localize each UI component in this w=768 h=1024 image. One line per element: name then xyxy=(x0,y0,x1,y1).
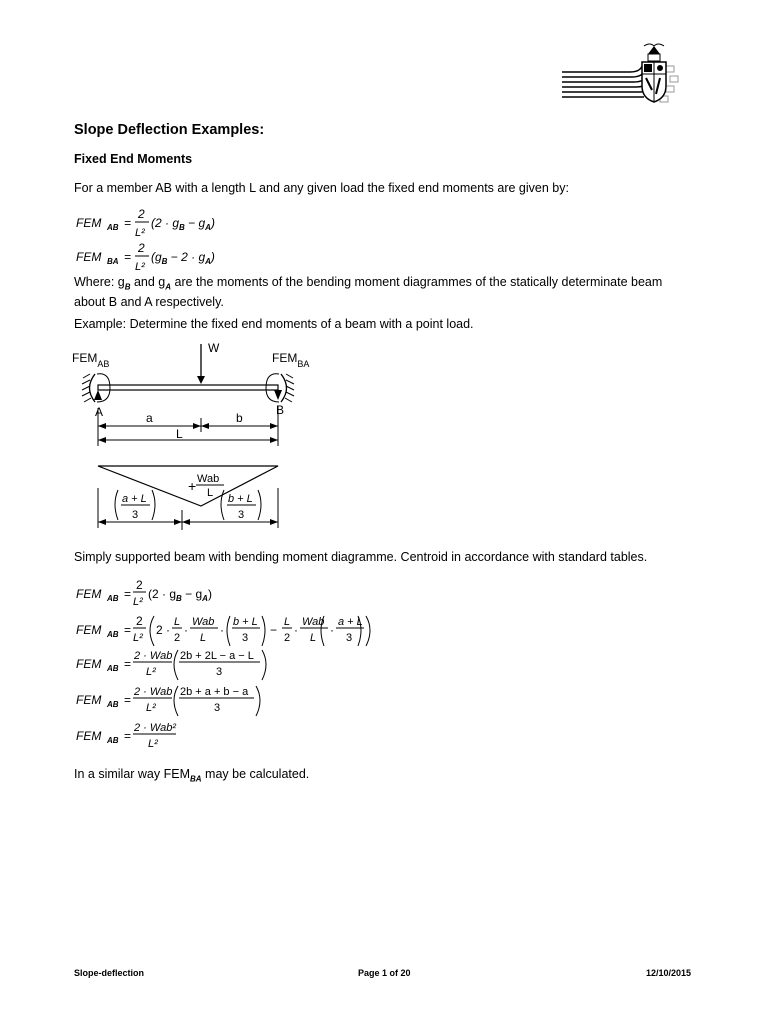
svg-text:2: 2 xyxy=(136,614,143,628)
svg-text:L: L xyxy=(207,487,214,499)
svg-text:2b + a + b − a: 2b + a + b − a xyxy=(180,686,249,698)
svg-text:AB: AB xyxy=(107,223,119,232)
svg-text:AB: AB xyxy=(107,664,119,673)
svg-text:3: 3 xyxy=(216,666,223,678)
closing-paragraph: In a similar way $FEM_{BA}$ may be calculated. xyxy=(74,767,310,784)
svg-text:=: = xyxy=(124,693,132,707)
svg-text:=: = xyxy=(124,657,132,671)
svg-text:·: · xyxy=(294,623,298,637)
svg-text:(2 · gB − gA): $(2 \cdot g_B - g_A)$ xyxy=(148,587,212,603)
svg-text:3: 3 xyxy=(214,702,221,714)
svg-text:FEM: FEM xyxy=(76,587,102,601)
svg-text:=: = xyxy=(124,729,132,743)
svg-text:FEM: FEM xyxy=(76,657,102,671)
svg-text:Wab: Wab xyxy=(192,616,215,628)
svg-text:·: · xyxy=(220,623,224,637)
svg-text:AB: AB xyxy=(107,630,119,639)
svg-text:2 · Wab: 2 · Wab xyxy=(134,686,173,698)
svg-text:2: 2 xyxy=(138,241,145,255)
derivation-step-2 xyxy=(76,614,370,646)
example-paragraph: Example: Determine the fixed end moments of a beam with a point load. xyxy=(74,317,474,331)
svg-text:2: 2 xyxy=(284,632,291,644)
svg-text:FEM: FEM xyxy=(76,729,102,743)
svg-text:3: 3 xyxy=(242,632,249,644)
svg-text:3: 3 xyxy=(132,509,139,521)
svg-text:L: L xyxy=(174,616,181,628)
svg-text:−: − xyxy=(270,623,278,637)
svg-text:AB: AB xyxy=(107,594,119,603)
intro-paragraph: For a member AB with a length L and any given load the fixed end moments are given by: xyxy=(74,181,569,195)
svg-text:BA: BA xyxy=(107,257,119,266)
svg-text:a + L: a + L xyxy=(122,493,147,505)
svg-text:FEM: FEM xyxy=(76,623,102,637)
svg-text:Wab: Wab xyxy=(302,616,325,628)
svg-text:=: = xyxy=(124,587,132,601)
derivation-step-3 xyxy=(76,650,266,680)
svg-text:L²: L² xyxy=(133,632,143,644)
equation-fem-ab xyxy=(76,206,256,243)
svg-text:=: = xyxy=(124,250,132,264)
svg-text:=: = xyxy=(124,216,132,230)
svg-text:L: L xyxy=(284,616,291,628)
svg-text:FEM: FEM xyxy=(76,693,102,707)
derivation-step-5 xyxy=(76,722,176,750)
footer-left: Slope-deflection xyxy=(74,968,145,978)
svg-text:·: · xyxy=(184,623,188,637)
svg-text:Wab: Wab xyxy=(197,473,220,485)
where-paragraph: Where: $g_B$ and $g_A$ are the moments of the bending moment diagrammes of the statically determinate beam about B and A respectively. xyxy=(74,275,663,309)
svg-text:·: · xyxy=(330,623,334,637)
derivation-step-1 xyxy=(76,578,212,608)
svg-text:FEM: FEM xyxy=(76,250,102,264)
derivation-equations xyxy=(74,578,394,758)
page-title: Slope Deflection Examples: xyxy=(74,122,265,138)
svg-text:2 · Wab²: 2 · Wab² xyxy=(134,722,176,734)
svg-text:(gB − 2 · gA): $(g_B - 2 \cdot g_A)$ xyxy=(151,250,215,266)
footer-page-number: Page 1 of 20 xyxy=(358,968,411,978)
svg-text:L²: L² xyxy=(146,702,156,714)
svg-text:b: b xyxy=(236,411,243,425)
diagram-caption: Simply supported beam with bending moment diagramme. Centroid in accordance with standard tables. xyxy=(74,550,648,564)
svg-text:2: 2 xyxy=(174,632,181,644)
university-crest-logo-icon xyxy=(560,42,690,104)
section-heading: Fixed End Moments xyxy=(74,152,193,166)
svg-text:FEMBA: $FEM_{BA}$ xyxy=(272,351,310,369)
equation-fem-ba xyxy=(76,240,256,277)
svg-text:L²: L² xyxy=(135,261,145,273)
svg-text:2: 2 xyxy=(136,578,143,592)
svg-text:b + L: b + L xyxy=(228,493,253,505)
svg-text:2 · Wab: 2 · Wab xyxy=(134,650,173,662)
svg-text:L: L xyxy=(200,632,207,644)
svg-text:L²: L² xyxy=(133,596,143,608)
svg-text:+: + xyxy=(188,478,197,494)
svg-text:FEM: FEM xyxy=(76,216,102,230)
svg-text:b + L: b + L xyxy=(233,616,258,628)
svg-text:a: a xyxy=(146,411,153,425)
svg-text:2 ·: 2 · xyxy=(156,623,171,637)
svg-text:2b + 2L − a − L: 2b + 2L − a − L xyxy=(180,650,254,662)
svg-text:A: A xyxy=(95,405,104,419)
svg-text:L: L xyxy=(310,632,317,644)
svg-text:3: 3 xyxy=(238,509,245,521)
svg-text:a + L: a + L xyxy=(338,616,363,628)
svg-text:AB: AB xyxy=(107,700,119,709)
svg-text:W: W xyxy=(208,341,220,355)
svg-text:L: L xyxy=(176,427,183,441)
svg-text:AB: AB xyxy=(107,736,119,745)
svg-text:L²: L² xyxy=(148,738,158,750)
svg-text:FEMAB: $FEM_{AB}$ xyxy=(72,351,110,369)
svg-text:3: 3 xyxy=(346,632,353,644)
svg-text:L²: L² xyxy=(146,666,156,678)
derivation-step-4 xyxy=(76,686,260,716)
svg-text:2: 2 xyxy=(138,207,145,221)
svg-text:B: B xyxy=(276,403,285,417)
footer-date: 12/10/2015 xyxy=(646,968,692,978)
beam-diagram xyxy=(70,338,315,538)
svg-text:(2 · gB − gA): $(2 \cdot g_B - g_A)$ xyxy=(151,216,215,232)
svg-text:=: = xyxy=(124,623,132,637)
svg-text:L²: L² xyxy=(135,227,145,239)
